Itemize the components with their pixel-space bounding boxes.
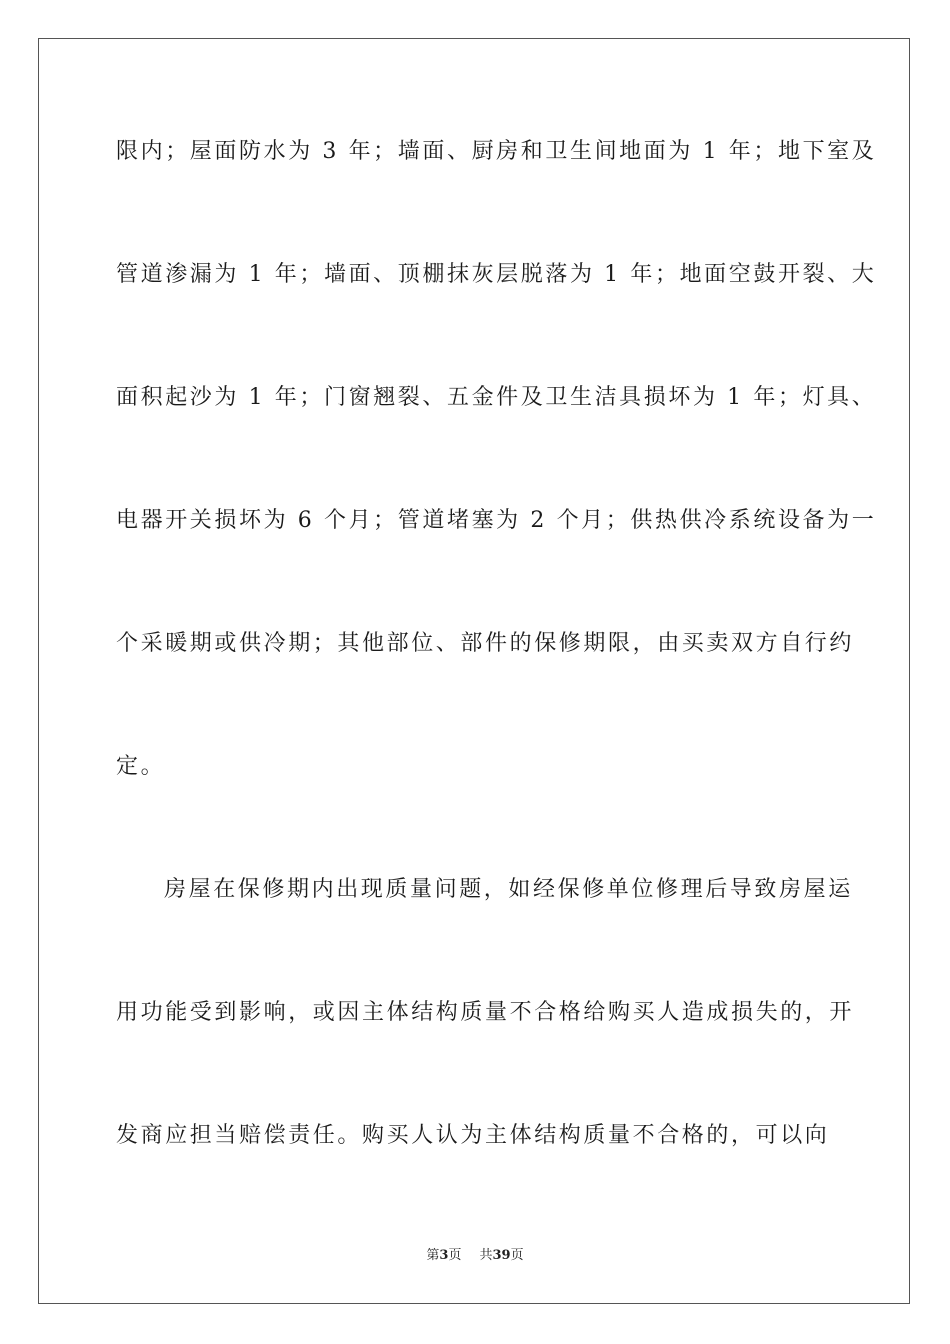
page-border bbox=[38, 38, 910, 1304]
footer-page-number: 3 bbox=[439, 1248, 449, 1263]
footer-page-prefix: 第 bbox=[426, 1248, 440, 1263]
page-footer bbox=[0, 1247, 950, 1265]
footer-page-suffix: 页 bbox=[448, 1248, 462, 1263]
body-line-3: 面积起沙为 1 年；门窗翘裂、五金件及卫生洁具损坏为 1 年；灯具、 bbox=[116, 385, 877, 410]
body-line-7: 房屋在保修期内出现质量问题，如经保修单位修理后导致房屋运 bbox=[164, 877, 853, 902]
body-line-9: 发商应担当赔偿责任。购买人认为主体结构质量不合格的，可以向 bbox=[116, 1123, 830, 1148]
body-line-5: 个采暖期或供冷期；其他部位、部件的保修期限，由买卖双方自行约 bbox=[116, 631, 855, 656]
footer-total-pages: 39 bbox=[492, 1248, 511, 1263]
body-line-1: 限内；屋面防水为 3 年；墙面、厨房和卫生间地面为 1 年；地下室及 bbox=[116, 139, 877, 164]
body-line-6: 定。 bbox=[116, 754, 166, 779]
body-line-4: 电器开关损坏为 6 个月；管道堵塞为 2 个月；供热供冷系统设备为一 bbox=[116, 508, 877, 533]
footer-total-prefix: 共 bbox=[479, 1248, 493, 1263]
body-line-2: 管道渗漏为 1 年；墙面、顶棚抹灰层脱落为 1 年；地面空鼓开裂、大 bbox=[116, 262, 877, 287]
footer-total-suffix: 页 bbox=[510, 1248, 524, 1263]
body-line-8: 用功能受到影响，或因主体结构质量不合格给购买人造成损失的，开 bbox=[116, 1000, 855, 1025]
